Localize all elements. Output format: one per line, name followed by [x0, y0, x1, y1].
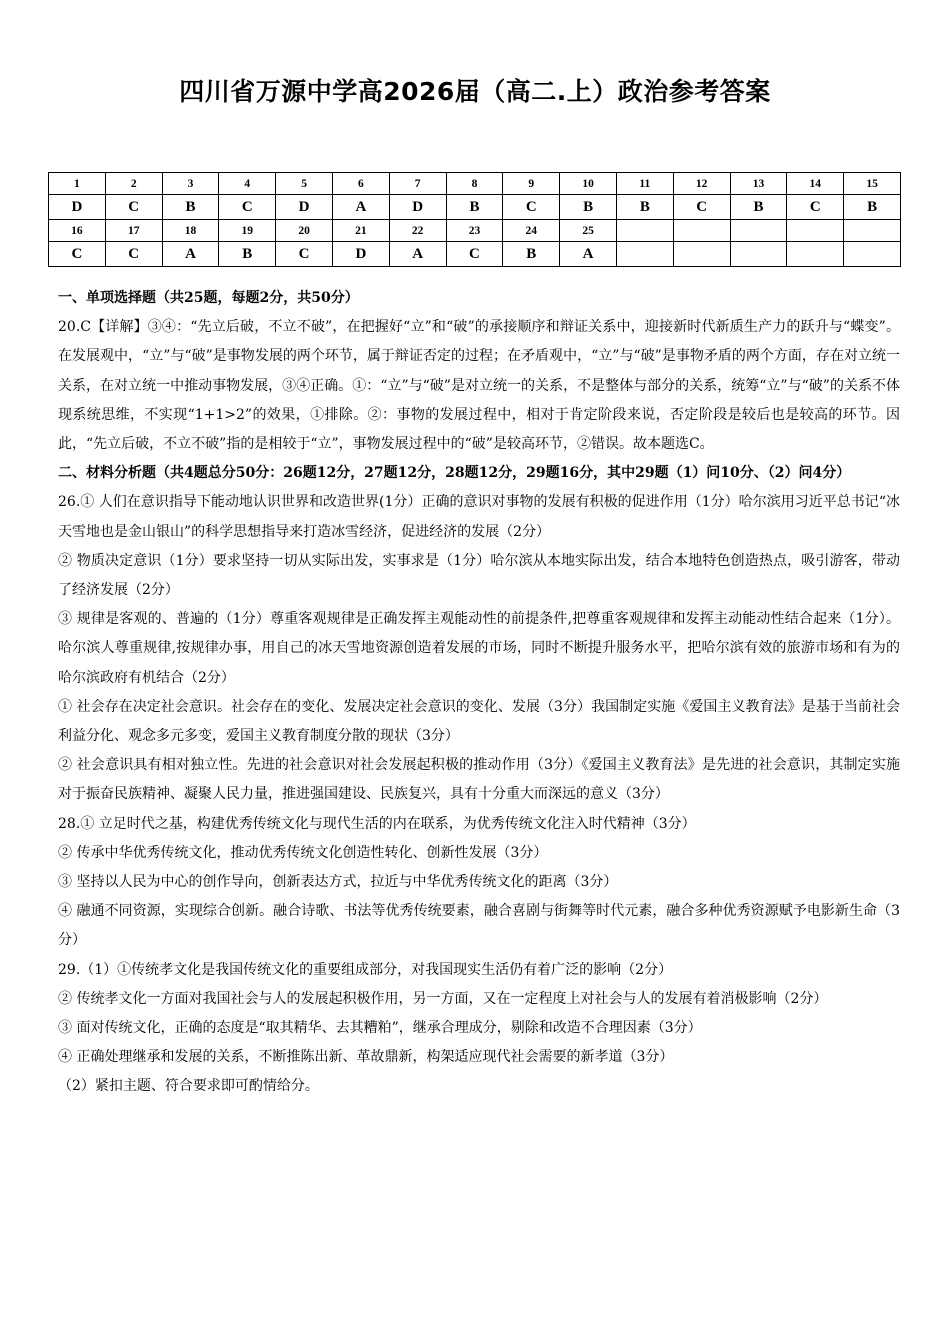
answer-cell: A: [560, 242, 617, 267]
question-number-cell: 13: [730, 173, 787, 195]
question-number-cell: 24: [503, 220, 560, 242]
answer-cell: C: [446, 242, 503, 267]
question-number-cell: 7: [389, 173, 446, 195]
answer-cell: B: [616, 195, 673, 220]
answer-cell: A: [162, 242, 219, 267]
question-number-cell: [616, 220, 673, 242]
answer-paragraph: ③ 面对传统文化，正确的态度是“取其精华、去其糟粕”，继承合理成分，剔除和改造不合理因素（3分）: [58, 1020, 702, 1037]
question-number-cell: 8: [446, 173, 503, 195]
answer-cell: [616, 242, 673, 267]
question-number-cell: [730, 220, 787, 242]
question-number-cell: 14: [787, 173, 844, 195]
question-number-cell: 10: [560, 173, 617, 195]
question-number-cell: 21: [332, 220, 389, 242]
answer-paragraph: 28.① 立足时代之基，构建优秀传统文化与现代生活的内在联系，为优秀传统文化注入时代精神（3分）: [58, 815, 696, 832]
answer-cell: C: [787, 195, 844, 220]
question-number-cell: 22: [389, 220, 446, 242]
answer-cell: B: [162, 195, 219, 220]
question-number-cell: 15: [844, 173, 901, 195]
question-number-cell: [673, 220, 730, 242]
answer-paragraph: ④ 融通不同资源，实现综合创新。融合诗歌、书法等优秀传统要素，融合喜剧与街舞等时代元素，融合多种优秀资源赋予电影新生命（3分）: [58, 903, 900, 949]
answer-explanations: [58, 284, 900, 1102]
answer-cell: C: [105, 195, 162, 220]
answer-cell: C: [219, 195, 276, 220]
section-heading: 一、单项选择题（共25题，每题2分，共50分）: [58, 290, 359, 306]
answer-cell: D: [389, 195, 446, 220]
answer-cell: B: [503, 242, 560, 267]
answer-cell: [730, 242, 787, 267]
answer-cell: A: [332, 195, 389, 220]
answer-cell: C: [49, 242, 106, 267]
answer-paragraph: 26.① 人们在意识指导下能动地认识世界和改造世界(1分）正确的意识对事物的发展有积极的促进作用（1分）哈尔滨用习近平总书记“冰天雪地也是金山银山”的科学思想指导来打造冰雪经济，促进经济的发展（2分）: [58, 494, 900, 540]
question-number-row: [49, 173, 901, 195]
answer-cell: C: [276, 242, 333, 267]
answer-cell: [673, 242, 730, 267]
answer-paragraph: 29.（1）①传统孝文化是我国传统文化的重要组成部分，对我国现实生活仍有着广泛的影响（2分）: [58, 961, 673, 978]
question-number-cell: 20: [276, 220, 333, 242]
answer-row: [49, 195, 901, 220]
question-number-row: [49, 220, 901, 242]
answer-table: [48, 172, 901, 267]
answer-cell: C: [105, 242, 162, 267]
answer-paragraph: ② 物质决定意识（1分）要求坚持一切从实际出发，实事求是（1分）哈尔滨从本地实际出发，结合本地特色创造热点，吸引游客，带动了经济发展（2分）: [58, 552, 900, 599]
document-title: 四川省万源中学高2026届（高二.上）政治参考答案: [179, 77, 771, 106]
answer-cell: B: [446, 195, 503, 220]
answer-cell: A: [389, 242, 446, 267]
question-number-cell: 5: [276, 173, 333, 195]
question-number-cell: 6: [332, 173, 389, 195]
question-number-cell: 18: [162, 220, 219, 242]
question-number-cell: 9: [503, 173, 560, 195]
question-number-cell: 17: [105, 220, 162, 242]
answer-cell: B: [219, 242, 276, 267]
answer-paragraph: ① 社会存在决定社会意识。社会存在的变化、发展决定社会意识的变化、发展（3分）我国制定实施《爱国主义教育法》是基于当前社会利益分化、观念多元多变，爱国主义教育制度分散的现状（3分）: [58, 698, 900, 745]
answer-paragraph: ④ 正确处理继承和发展的关系，不断推陈出新、革故鼎新，构架适应现代社会需要的新孝道（3分）: [58, 1049, 674, 1066]
question-number-cell: 3: [162, 173, 219, 195]
answer-paragraph: （2）紧扣主题、符合要求即可酌情给分。: [58, 1078, 319, 1095]
question-number-cell: [787, 220, 844, 242]
question-number-cell: 2: [105, 173, 162, 195]
question-number-cell: 12: [673, 173, 730, 195]
answer-cell: B: [730, 195, 787, 220]
question-number-cell: 25: [560, 220, 617, 242]
answer-cell: B: [560, 195, 617, 220]
answer-cell: B: [844, 195, 901, 220]
answer-paragraph: ③ 规律是客观的、普遍的（1分）尊重客观规律是正确发挥主观能动性的前提条件,把尊重客观规律和发挥主动能动性结合起来（1分）。哈尔滨人尊重规律,按规律办事，用自己的冰天雪地资源创造着发展的市场，同时不断提升服务水平，把哈尔滨有效的旅游市场和有为的哈尔滨政府有机结合（2分）: [58, 611, 900, 686]
answer-paragraph: ② 社会意识具有相对独立性。先进的社会意识对社会发展起积极的推动作用（3分）《爱国主义教育法》是先进的社会意识，其制定实施对于振奋民族精神、凝聚人民力量，推进强国建设、民族复兴，具有十分重大而深远的意义（3分）: [58, 757, 900, 803]
answer-paragraph: ② 传承中华优秀传统文化，推动优秀传统文化创造性转化、创新性发展（3分）: [58, 844, 548, 861]
answer-cell: C: [503, 195, 560, 220]
answer-paragraph: ② 传统孝文化一方面对我国社会与人的发展起积极作用，另一方面，又在一定程度上对社会与人的发展有着消极影响（2分）: [58, 990, 828, 1007]
question-number-cell: 4: [219, 173, 276, 195]
answer-cell: C: [673, 195, 730, 220]
answer-paragraph: ③ 坚持以人民为中心的创作导向，创新表达方式，拉近与中华优秀传统文化的距离（3分）: [58, 874, 618, 891]
answer-cell: [787, 242, 844, 267]
answer-paragraph: 20.C【详解】③④：“先立后破，不立不破”，在把握好“立”和“破”的承接顺序和辩证关系中，迎接新时代新质生产力的跃升与“蝶变”。在发展观中，“立”与“破”是事物发展的两个环节，属于辩证否定的过程；在矛盾观中，“立”与“破”是事物矛盾的两个方面，存在对立统一关系，在对立统一中推动事物发展，③④正确。①：“立”与“破”是对立统一的关系，不是整体与部分的关系，统筹“立”与“破”的关系不体现系统思维，不实现“1+1>2”的效果，①排除。②：事物的发展过程中，相对于肯定阶段来说，否定阶段是较后也是较高的环节。因此，“先立后破，不立不破”指的是相较于“立”，事物发展过程中的“破”是较高环节，②错误。故本题选C。: [58, 319, 900, 453]
answer-cell: [844, 242, 901, 267]
question-number-cell: [844, 220, 901, 242]
question-number-cell: 16: [49, 220, 106, 242]
answer-cell: D: [49, 195, 106, 220]
question-number-cell: 11: [616, 173, 673, 195]
question-number-cell: 23: [446, 220, 503, 242]
answer-cell: D: [276, 195, 333, 220]
question-number-cell: 19: [219, 220, 276, 242]
question-number-cell: 1: [49, 173, 106, 195]
section-heading: 二、材料分析题（共4题总分50分：26题12分，27题12分，28题12分，29题16分，其中29题（1）问10分、（2）问4分）: [58, 465, 851, 482]
answer-row: [49, 242, 901, 267]
answer-cell: D: [332, 242, 389, 267]
